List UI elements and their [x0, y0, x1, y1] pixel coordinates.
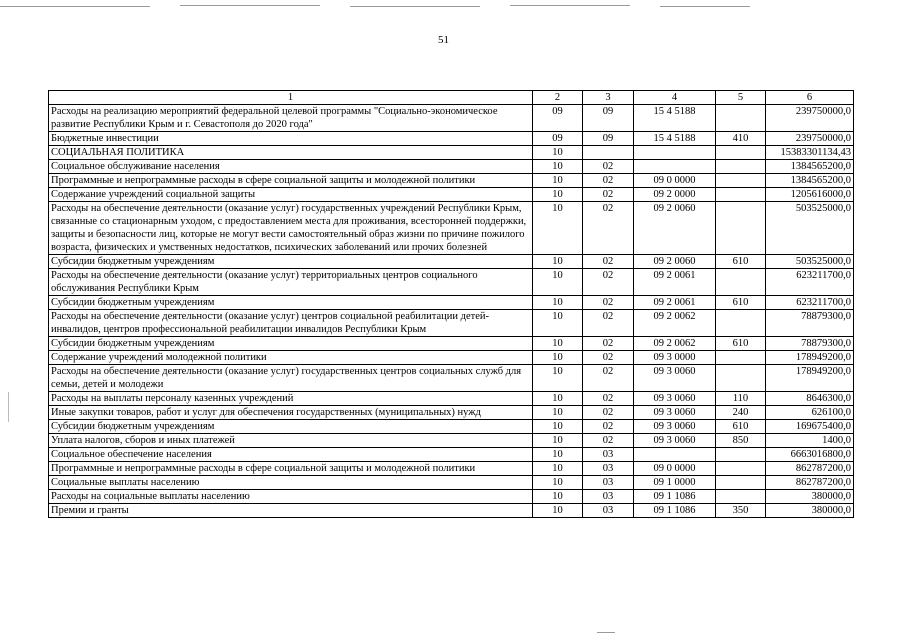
amount-cell: 8646300,0: [766, 392, 854, 406]
amount-cell: 1384565200,0: [766, 174, 854, 188]
subsection-code-cell: 02: [583, 351, 634, 365]
section-code-cell: 10: [533, 365, 583, 392]
row-name-cell: Программные и непрограммные расходы в сфере социальной защиты и молодежной политики: [49, 462, 533, 476]
expense-type-cell: [716, 105, 766, 132]
target-article-cell: 09 1 1086: [634, 504, 716, 518]
subsection-code-cell: 09: [583, 132, 634, 146]
expense-type-cell: [716, 160, 766, 174]
table-row: [49, 105, 854, 132]
table-row: [49, 174, 854, 188]
row-name-cell: Расходы на обеспечение деятельности (оказание услуг) государственных учреждений Республики Крым, связанные со стационарным уходом, с предоставлением места для проживания, всесторонней поддержки, защиты и безопасности лиц, которые не могут вести самостоятельный образ жизни по причине пожилого возраста, физических и умственных недостатков, психических заболеваний или прочих болезней: [49, 202, 533, 255]
expense-type-cell: [716, 476, 766, 490]
table-row: [49, 434, 854, 448]
target-article-cell: [634, 448, 716, 462]
target-article-cell: 09 2 0062: [634, 337, 716, 351]
subsection-code-cell: 02: [583, 269, 634, 296]
amount-cell: 626100,0: [766, 406, 854, 420]
subsection-code-cell: 02: [583, 202, 634, 255]
target-article-cell: 09 1 1086: [634, 490, 716, 504]
target-article-cell: 09 1 0000: [634, 476, 716, 490]
row-name-cell: СОЦИАЛЬНАЯ ПОЛИТИКА: [49, 146, 533, 160]
table-row: [49, 406, 854, 420]
scan-artifact-line: [597, 632, 615, 633]
amount-cell: 169675400,0: [766, 420, 854, 434]
table-row: [49, 132, 854, 146]
amount-cell: 239750000,0: [766, 105, 854, 132]
subsection-code-cell: 02: [583, 337, 634, 351]
target-article-cell: 09 3 0060: [634, 420, 716, 434]
amount-cell: 78879300,0: [766, 310, 854, 337]
row-name-cell: Субсидии бюджетным учреждениям: [49, 255, 533, 269]
table-row: [49, 476, 854, 490]
expense-type-cell: [716, 351, 766, 365]
subsection-code-cell: 02: [583, 160, 634, 174]
subsection-code-cell: 02: [583, 420, 634, 434]
amount-cell: 503525000,0: [766, 255, 854, 269]
amount-cell: 178949200,0: [766, 351, 854, 365]
amount-cell: 15383301134,43: [766, 146, 854, 160]
row-name-cell: Расходы на обеспечение деятельности (оказание услуг) территориальных центров социального обслуживания Республики Крым: [49, 269, 533, 296]
subsection-code-cell: 02: [583, 434, 634, 448]
table-row: [49, 337, 854, 351]
target-article-cell: 09 2 0060: [634, 202, 716, 255]
expense-type-cell: 610: [716, 296, 766, 310]
expense-type-cell: [716, 174, 766, 188]
amount-cell: 862787200,0: [766, 476, 854, 490]
row-name-cell: Субсидии бюджетным учреждениям: [49, 296, 533, 310]
amount-cell: 6663016800,0: [766, 448, 854, 462]
column-header: 3: [583, 91, 634, 105]
amount-cell: 78879300,0: [766, 337, 854, 351]
subsection-code-cell: [583, 146, 634, 160]
row-name-cell: Субсидии бюджетным учреждениям: [49, 420, 533, 434]
target-article-cell: 09 2 0061: [634, 269, 716, 296]
target-article-cell: 15 4 5188: [634, 105, 716, 132]
section-code-cell: 10: [533, 160, 583, 174]
table-row: [49, 462, 854, 476]
table-header-row: [49, 91, 854, 105]
subsection-code-cell: 02: [583, 255, 634, 269]
expense-type-cell: [716, 269, 766, 296]
table-row: [49, 490, 854, 504]
amount-cell: 862787200,0: [766, 462, 854, 476]
target-article-cell: 15 4 5188: [634, 132, 716, 146]
subsection-code-cell: 09: [583, 105, 634, 132]
target-article-cell: [634, 160, 716, 174]
section-code-cell: 10: [533, 202, 583, 255]
row-name-cell: Расходы на выплаты персоналу казенных учреждений: [49, 392, 533, 406]
amount-cell: 1205616000,0: [766, 188, 854, 202]
row-name-cell: Расходы на обеспечение деятельности (оказание услуг) центров социальной реабилитации детей-инвалидов, центров профессиональной реабилитации инвалидов Республики Крым: [49, 310, 533, 337]
section-code-cell: 10: [533, 351, 583, 365]
table-row: [49, 448, 854, 462]
expense-type-cell: [716, 490, 766, 504]
row-name-cell: Премии и гранты: [49, 504, 533, 518]
section-code-cell: 10: [533, 174, 583, 188]
section-code-cell: 10: [533, 434, 583, 448]
section-code-cell: 10: [533, 504, 583, 518]
expense-type-cell: [716, 202, 766, 255]
row-name-cell: Бюджетные инвестиции: [49, 132, 533, 146]
row-name-cell: Иные закупки товаров, работ и услуг для обеспечения государственных (муниципальных) нужд: [49, 406, 533, 420]
table-row: [49, 255, 854, 269]
section-code-cell: 10: [533, 310, 583, 337]
expense-type-cell: [716, 146, 766, 160]
row-name-cell: Содержание учреждений социальной защиты: [49, 188, 533, 202]
amount-cell: 1400,0: [766, 434, 854, 448]
section-code-cell: 10: [533, 269, 583, 296]
section-code-cell: 10: [533, 406, 583, 420]
column-header: 5: [716, 91, 766, 105]
row-name-cell: Социальные выплаты населению: [49, 476, 533, 490]
scan-artifact-line: [510, 5, 630, 6]
amount-cell: 1384565200,0: [766, 160, 854, 174]
section-code-cell: 10: [533, 296, 583, 310]
expense-type-cell: 110: [716, 392, 766, 406]
amount-cell: 178949200,0: [766, 365, 854, 392]
target-article-cell: 09 3 0060: [634, 392, 716, 406]
target-article-cell: 09 2 0060: [634, 255, 716, 269]
target-article-cell: 09 3 0000: [634, 351, 716, 365]
table-row: [49, 365, 854, 392]
target-article-cell: 09 3 0060: [634, 434, 716, 448]
row-name-cell: Содержание учреждений молодежной политики: [49, 351, 533, 365]
column-header: 4: [634, 91, 716, 105]
amount-cell: 380000,0: [766, 490, 854, 504]
table-row: [49, 504, 854, 518]
row-name-cell: Уплата налогов, сборов и иных платежей: [49, 434, 533, 448]
section-code-cell: 10: [533, 146, 583, 160]
section-code-cell: 10: [533, 490, 583, 504]
table-row: [49, 188, 854, 202]
section-code-cell: 10: [533, 448, 583, 462]
subsection-code-cell: 03: [583, 476, 634, 490]
row-name-cell: Расходы на социальные выплаты населению: [49, 490, 533, 504]
section-code-cell: 09: [533, 105, 583, 132]
table-row: [49, 269, 854, 296]
expense-type-cell: 850: [716, 434, 766, 448]
scan-artifact-mark: [8, 392, 9, 422]
table-row: [49, 351, 854, 365]
row-name-cell: Программные и непрограммные расходы в сфере социальной защиты и молодежной политики: [49, 174, 533, 188]
scan-artifact-line: [0, 6, 150, 7]
target-article-cell: 09 3 0060: [634, 406, 716, 420]
column-header: 6: [766, 91, 854, 105]
section-code-cell: 10: [533, 462, 583, 476]
row-name-cell: Субсидии бюджетным учреждениям: [49, 337, 533, 351]
table-row: [49, 420, 854, 434]
expense-type-cell: 410: [716, 132, 766, 146]
scan-artifact-line: [660, 6, 750, 7]
target-article-cell: 09 2 0000: [634, 188, 716, 202]
expense-type-cell: [716, 188, 766, 202]
column-header: 1: [49, 91, 533, 105]
expense-type-cell: [716, 462, 766, 476]
target-article-cell: 09 3 0060: [634, 365, 716, 392]
target-article-cell: 09 2 0061: [634, 296, 716, 310]
subsection-code-cell: 03: [583, 462, 634, 476]
subsection-code-cell: 02: [583, 310, 634, 337]
section-code-cell: 10: [533, 476, 583, 490]
amount-cell: 239750000,0: [766, 132, 854, 146]
section-code-cell: 10: [533, 255, 583, 269]
subsection-code-cell: 02: [583, 174, 634, 188]
amount-cell: 623211700,0: [766, 269, 854, 296]
column-header: 2: [533, 91, 583, 105]
target-article-cell: 09 2 0062: [634, 310, 716, 337]
amount-cell: 503525000,0: [766, 202, 854, 255]
row-name-cell: Расходы на реализацию мероприятий федеральной целевой программы "Социально-экономическое развитие Республики Крым и г. Севастополя до 2020 года": [49, 105, 533, 132]
subsection-code-cell: 02: [583, 365, 634, 392]
section-code-cell: 10: [533, 392, 583, 406]
expense-type-cell: 610: [716, 420, 766, 434]
table-row: [49, 202, 854, 255]
expense-type-cell: 240: [716, 406, 766, 420]
expense-type-cell: [716, 365, 766, 392]
target-article-cell: 09 0 0000: [634, 174, 716, 188]
row-name-cell: Социальное обеспечение населения: [49, 448, 533, 462]
subsection-code-cell: 02: [583, 188, 634, 202]
expense-type-cell: 610: [716, 255, 766, 269]
table-row: [49, 310, 854, 337]
page-number: 51: [438, 34, 449, 46]
amount-cell: 380000,0: [766, 504, 854, 518]
table-row: [49, 160, 854, 174]
expense-type-cell: [716, 310, 766, 337]
expense-type-cell: [716, 448, 766, 462]
budget-table: [48, 90, 854, 518]
section-code-cell: 10: [533, 337, 583, 351]
expense-type-cell: 610: [716, 337, 766, 351]
scan-artifact-line: [350, 6, 480, 7]
subsection-code-cell: 02: [583, 392, 634, 406]
amount-cell: 623211700,0: [766, 296, 854, 310]
row-name-cell: Социальное обслуживание населения: [49, 160, 533, 174]
subsection-code-cell: 02: [583, 406, 634, 420]
subsection-code-cell: 02: [583, 296, 634, 310]
section-code-cell: 10: [533, 420, 583, 434]
row-name-cell: Расходы на обеспечение деятельности (оказание услуг) государственных центров социальных служб для семьи, детей и молодежи: [49, 365, 533, 392]
section-code-cell: 09: [533, 132, 583, 146]
table-row: [49, 392, 854, 406]
target-article-cell: 09 0 0000: [634, 462, 716, 476]
expense-type-cell: 350: [716, 504, 766, 518]
scan-artifact-line: [180, 5, 320, 6]
table-row: [49, 296, 854, 310]
table-row: [49, 146, 854, 160]
subsection-code-cell: 03: [583, 504, 634, 518]
subsection-code-cell: 03: [583, 490, 634, 504]
subsection-code-cell: 03: [583, 448, 634, 462]
target-article-cell: [634, 146, 716, 160]
section-code-cell: 10: [533, 188, 583, 202]
